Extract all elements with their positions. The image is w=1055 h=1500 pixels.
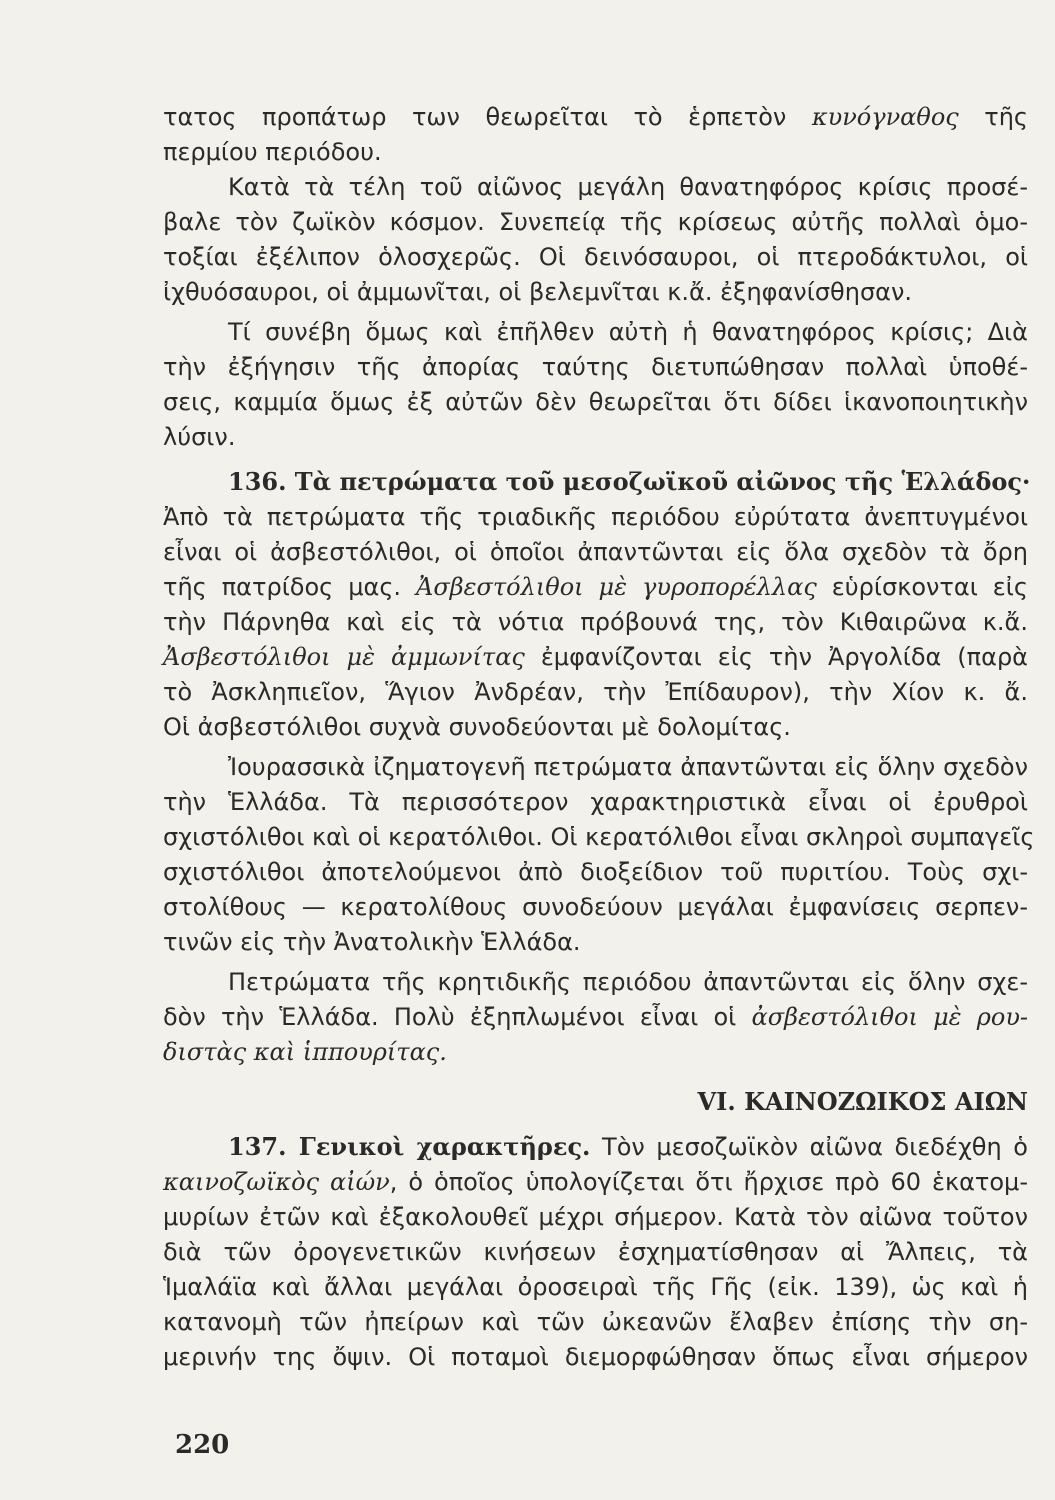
text-line: καινοζωϊκὸς αἰών, ὁ ὁποῖος ὑπολογίζεται ὅτι ἤρχισε πρὸ 60 ἑκατομ- <box>163 1168 1028 1196</box>
text-line: δὸν τὴν Ἑλλάδα. Πολὺ ἐξηπλωμένοι εἶναι οἱ ἀσβεστόλιθοι μὲ ρου- <box>163 1003 1029 1031</box>
text-line: Ἀσβεστόλιθοι μὲ ἀμμωνίτας ἐμφανίζονται εἰς τὴν Ἀργολίδα (παρὰ <box>163 643 1028 671</box>
text-line: τὴν Ἑλλάδα. Τὰ περισσότερον χαρακτηριστικὰ εἶναι οἱ ἐρυθροὶ <box>163 788 1028 816</box>
text-line: μυρίων ἐτῶν καὶ ἐξακολουθεῖ μέχρι σήμερον. Κατὰ τὸν αἰῶνα τοῦτον <box>163 1203 1028 1231</box>
text-line: λύσιν. <box>163 423 236 451</box>
text-line: τοξίαι ἐξέλιπον ὁλοσχερῶς. Οἱ δεινόσαυροι, οἱ πτεροδάκτυλοι, οἱ <box>163 243 1028 271</box>
chapter-heading: VI. ΚΑΙΝΟΖΩΙΚΟΣ ΑΙΩΝ <box>697 1087 1028 1116</box>
text-line: σεις, καμμία ὅμως ἐξ αὐτῶν δὲν θεωρεῖται ὅτι δίδει ἱκανοποιητικὴν <box>163 388 1028 416</box>
text-line: τινῶν εἰς τὴν Ἀνατολικὴν Ἑλλάδα. <box>163 928 581 956</box>
text-line: 137. Γενικοὶ χαρακτῆρες. Τὸν μεσοζωϊκὸν αἰῶνα διεδέχθη ὁ <box>228 1132 1028 1161</box>
text-line: τὴν Πάρνηθα καὶ εἰς τὰ νότια πρόβουνά της, τὸν Κιθαιρῶνα κ.ἄ. <box>163 608 1028 636</box>
text-line: ἰχθυόσαυροι, οἱ ἀμμωνῖται, οἱ βελεμνῖται κ.ἄ. ἐξηφανίσθησαν. <box>163 278 913 306</box>
text-line: διὰ τῶν ὀρογενετικῶν κινήσεων ἐσχηματίσθησαν αἱ Ἄλπεις, τὰ <box>163 1238 1028 1266</box>
text-line: Τί συνέβη ὅμως καὶ ἐπῆλθεν αὐτὴ ἡ θανατηφόρος κρίσις; Διὰ <box>228 318 1028 346</box>
text-line: τῆς πατρίδος μας. Ἀσβεστόλιθοι μὲ γυροπορέλλας εὑρίσκονται εἰς <box>163 573 1028 601</box>
text-line: Ἱμαλάϊα καὶ ἄλλαι μεγάλαι ὀροσειραὶ τῆς Γῆς (εἰκ. 139), ὡς καὶ ἡ <box>163 1273 1028 1301</box>
text-line: διστὰς καὶ ἱππουρίτας. <box>163 1038 447 1066</box>
section-heading-136: 136. Τὰ πετρώματα τοῦ μεσοζωϊκοῦ αἰῶνος τῆς Ἑλλάδος· <box>228 467 1031 496</box>
text-line: Πετρώματα τῆς κρητιδικῆς περιόδου ἀπαντῶνται εἰς ὅλην σχε- <box>228 968 1028 996</box>
text-line: τὴν ἐξήγησιν τῆς ἀπορίας ταύτης διετυπώθησαν πολλαὶ ὑποθέ- <box>163 353 1028 381</box>
text-line: κατανομὴ τῶν ἠπείρων καὶ τῶν ὠκεανῶν ἔλαβεν ἐπίσης τὴν ση- <box>163 1308 1028 1336</box>
text-line: Οἱ ἀσβεστόλιθοι συχνὰ συνοδεύονται μὲ δολομίτας. <box>163 713 791 741</box>
page-number: 220 <box>175 1430 230 1460</box>
text-line: Ἰουρασσικὰ ἰζηματογενῆ πετρώματα ἀπαντῶνται εἰς ὅλην σχεδὸν <box>228 753 1028 781</box>
text-line: Κατὰ τὰ τέλη τοῦ αἰῶνος μεγάλη θανατηφόρος κρίσις προσέ- <box>228 173 1028 201</box>
text-line: βαλε τὸν ζωϊκὸν κόσμον. Συνεπείᾳ τῆς κρίσεως αὐτῆς πολλαὶ ὁμο- <box>163 208 1028 236</box>
text-line: μερινήν της ὄψιν. Οἱ ποταμοὶ διεμορφώθησαν ὅπως εἶναι σήμερον <box>163 1343 1028 1371</box>
text-line: Ἀπὸ τὰ πετρώματα τῆς τριαδικῆς περιόδου εὐρύτατα ἀνεπτυγμένοι <box>163 503 1028 531</box>
text-line: σχιστόλιθοι ἀποτελούμενοι ἀπὸ διοξείδιον τοῦ πυριτίου. Τοὺς σχι- <box>163 858 1028 886</box>
text-line: εἶναι οἱ ἀσβεστόλιθοι, οἱ ὁποῖοι ἀπαντῶνται εἰς ὅλα σχεδὸν τὰ ὄρη <box>163 538 1028 566</box>
section-heading-137: 137. Γενικοὶ χαρακτῆρες. <box>228 1132 591 1161</box>
text-line: σχιστόλιθοι καὶ οἱ κερατόλιθοι. Οἱ κερατόλιθοι εἶναι σκληροὶ συμπαγεῖς <box>163 823 1035 851</box>
text-line: τατος προπάτωρ των θεωρεῖται τὸ ἑρπετὸν κυνόγναθος τῆς <box>163 103 1029 131</box>
text-line: τὸ Ἀσκληπιεῖον, Ἅγιον Ἀνδρέαν, τὴν Ἐπίδαυρον), τὴν Χίον κ. ἄ. <box>163 678 1028 706</box>
text-line: στολίθους — κερατολίθους συνοδεύουν μεγάλαι ἐμφανίσεις σερπεν- <box>163 893 1028 921</box>
text-line: περμίου περιόδου. <box>163 138 382 166</box>
